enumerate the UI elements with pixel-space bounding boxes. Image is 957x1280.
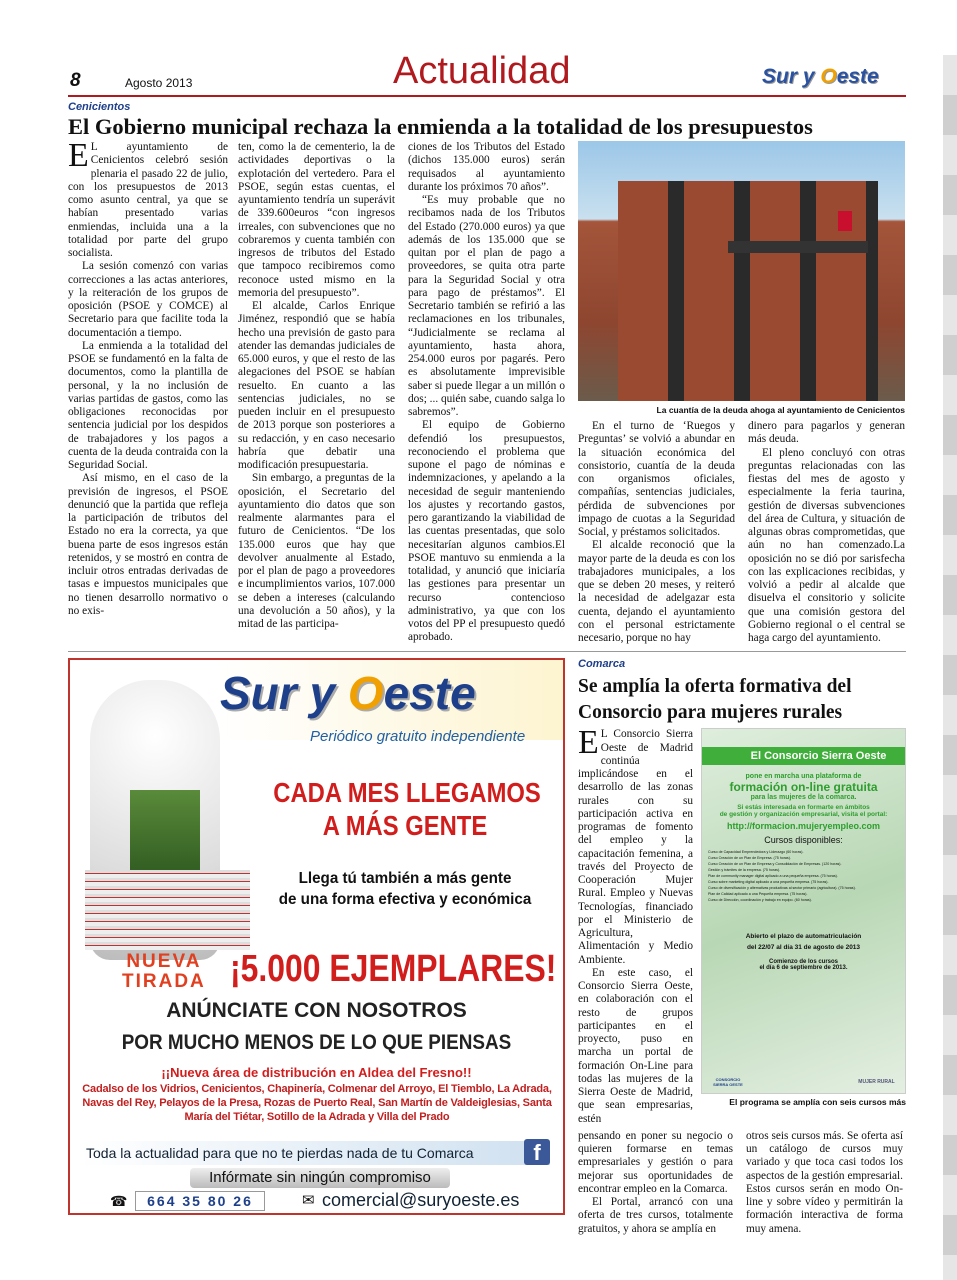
- article-column-4: En el turno de ‘Ruegos y Preguntas’ se volvió a abundar en la situación económica del consistorio, cuantía de la deuda con organismos oficiales, compañías, sentencias judiciales, pérdida de subvenciones por impago de cuotas a la Seguridad Social, y préstamos solicitados. El alcalde reconoció que la mayor parte de la deuda es con los trabajadores municipales, a los que se deben 20 meses, y reiteró la necesidad de adelgazar esta cuenta, dejando el ayuntamiento con el personal estrictamente necesario, porque no hay: [578, 420, 735, 644]
- drop-cap: E: [578, 724, 599, 762]
- email-icon: ✉: [302, 1192, 315, 1210]
- article-column-5: dinero para pagarlos y generan más deuda. El pleno concluyó con otras preguntas relacionadas con las fiestas del mes de agosto y especialmente la feria taurina, gestión de diversas subvenciones del área de Cultura, y situación de algunas obras comprometidas, que aún no han comenzado.La oposición no se dió por sarisfecha con las explicaciones recibidas, y volvió a pedir al alcalde que disuelva el consitorio y solicite que una comisión gestora del Gobierno regional o el central se haga cargo del ayuntamiento.: [748, 420, 905, 644]
- comarca-column-2: otros seis cursos más. Se oferta así un catálogo de cursos muy variado y que toca casi todos los aspectos de la gestión empresarial. Estos cursos serán en modo On-line y sobre vídeo y permitirán la formación interactiva de forma muy amena.: [746, 1129, 903, 1235]
- ad-towns: Cadalso de los Vidrios, Cenicientos, Chapinería, Colmenar del Arroyo, El Tiemblo, La Adrada, Navas del Rey, Pelayos de la Presa, Rozas de Puerto Real, San Martín de Valdeiglesias, Santa María del Tiétar, Sotillo de la Adrada y Villa del Prado: [82, 1083, 552, 1124]
- article-column-3: ciones de los Tributos del Estado (dichos 135.000 euros) serán requisados al ayuntamiento durante los próximos 70 años”. “Es muy probable que no recibamos nada de los Tributos del Estado (270.000 euros) ya que además de los 135.000 que se quitan por el plan de pago a proveedores, se quita otra parte para la Seguridad Social y otra para pago de préstamos”. El Secretario también se refirió a las reclamaciones en los tribunales, “Judicialmente se reclama al ayuntamiento, hasta ahora, 254.000 euros por pagarés. Pero es absolutamente imprevisible saber si puede llegar a un millón o dos; ... quién sabe, cuando salga lo sabremos”. El equipo de Gobierno defendió los presupuestos, reconociendo el problema que supone el pago de nóminas e indemnizaciones, y apelando a la necesidad de seguir manteniendo los ajustes y recortando gastos, pero garantizando la viabilidad de las cuentas presentadas, que solo necesitarían algunos cambios.El PSOE mantuvo su enmienda a la totalidad, y anunció que iniciaría las gestiones para presentar un recurso contencioso administrativo, ya que con los votos del PP el presupuesto quedó aprobado.: [408, 141, 565, 644]
- poster-block: [701, 728, 906, 1108]
- comarca-article: [578, 658, 906, 1236]
- article-headline-comarca: Se amplía la oferta formativa del Consorcio para mujeres rurales: [578, 676, 852, 724]
- poster-start-date: el día 6 de septiembre de 2013.: [759, 965, 848, 972]
- newspaper-stack: [85, 870, 250, 950]
- ad-email: comercial@suryoeste.es: [322, 1190, 520, 1211]
- article-right-block: [578, 141, 905, 645]
- mujer-rural-logo: MUJER RURAL: [858, 1079, 895, 1086]
- poster-title: El Consorcio Sierra Oeste: [702, 747, 905, 765]
- ad-copies: ¡5.000 EJEMPLARES!: [230, 948, 557, 991]
- header-divider: [68, 95, 906, 97]
- poster-caption: El programa se amplía con seis cursos más: [729, 1097, 906, 1108]
- poster-start: Comienzo de los cursos: [768, 959, 838, 966]
- ad-price-line: POR MUCHO MENOS DE LO QUE PIENSAS: [121, 1031, 512, 1055]
- poster-line: de gestión y organización empresarial, visita el portal:: [719, 811, 888, 819]
- comarca-column-1-cont: pensando en poner su negocio o quieren formarse en temas empresariales y gestión o para mejorar sus oportunidades de encontrar empleo en la Comarca. El Portal, arrancó con una oferta de tres cursos, totalmente gratuitos, y ahora se amplía en: [578, 1129, 733, 1235]
- ad-informate: Infórmate sin ningún compromiso: [190, 1168, 450, 1188]
- town-hall-photo: [578, 141, 905, 401]
- section-divider: [68, 651, 906, 652]
- issue-date: Agosto 2013: [125, 76, 193, 90]
- ad-tagline: Periódico gratuito independiente: [310, 728, 526, 746]
- article-kicker-comarca: Comarca: [578, 658, 626, 671]
- poster-courses-heading: Cursos disponibles:: [764, 835, 843, 846]
- photo-caption: La cuantía de la deuda ahoga al ayuntamiento de Cenicientos: [656, 405, 905, 415]
- ad-new-area: ¡¡Nueva área de distribución en Aldea del Fresno!!: [161, 1065, 472, 1081]
- facebook-icon: f: [524, 1139, 550, 1165]
- ad-headline: CADA MES LLEGAMOS A MÁS GENTE: [273, 777, 541, 842]
- drop-cap: E: [68, 137, 89, 174]
- ad-subheadline: Llega tú también a más gente de una forma efectiva y económica: [278, 870, 532, 909]
- poster-course-list: Curso de Capacidad Emprendedora y Liderazgo (60 horas). Curso Creación de un Plan de Empresa. (75 horas). Curso Creación de un Plan de Empresa y Consolidación de Empresas. (120 horas). Gestión y trámites de la empresa. (75 horas). Plan de community manager digital aplicado a una pequeña empresa. (75 horas). Curso sobre marketing digital aplicado a una pequeña empresa. (75 horas). Curso de diversificación y alternativas productivas al sector primario (agricultura). (75 horas). Plan de Calidad aplicado a una Pequeña empresa. (75 horas). Curso de Dirección, coordinación y trabajo en equipo. (60 horas).: [708, 850, 856, 903]
- poster-line: para las mujeres de la comarca.: [750, 794, 857, 802]
- page-edge-strip: [943, 55, 957, 1280]
- masthead-logo: Sur y Oeste: [762, 65, 879, 88]
- poster-enrolment: Abierto el plazo de automatriculación: [745, 933, 862, 941]
- poster-line: Si estás interesada en formarte en ámbitos: [737, 804, 870, 812]
- ad-call-to-action: ANÚNCIATE CON NOSOTROS: [166, 999, 467, 1023]
- ad-phone: 664 35 80 26: [135, 1191, 265, 1211]
- article-column-1: E L ayuntamiento de Cenicientos celebró sesión plenaria el pasado 22 de julio, con los presupuestos de 2013 como asunto central, ya que se habían presentado varias enmiendas, incluida una a la totalidad por parte del grupo socialista. La sesión comenzó con varias correcciones a las actas anteriores, y la reiteración de los grupos de oposición (PSOE y COMCE) al Secretario para que facilite toda la documentación a tiempo. La enmienda a la totalidad del PSOE se fundamentó en la falta de documentos, como la plantilla de personal, y la no inclusión de varias partidas de gastos, como las obligaciones reconocidas por sentencia judicial por los despidos de trabajadores y los pagos a cuenta de la deuda contraida con la Seguridad Social. Así mismo, en el caso de la previsión de ingresos, el PSOE denunció que la partida que refleja la participación de tributos del Estado no era la correcta, ya que buena parte de esos ingresos están retenidos, y se mostró en contra de incluir otros entradas derivadas de tasas e impuestos municipales que no tienen desarrollo normativo o no exis-: [68, 137, 228, 617]
- article-headline: El Gobierno municipal rechaza la enmienda a la totalidad de los presupuestos: [68, 114, 813, 139]
- consorcio-logo: CONSORCIO SIERRA OESTE: [713, 1077, 743, 1088]
- course-poster: [701, 728, 906, 1094]
- article-kicker: Cenicientos: [68, 101, 131, 113]
- ad-logo: Sur y Oeste: [220, 667, 476, 720]
- comarca-column-1: E L Consorcio Sierra Oeste de Madrid continúa implicándose en el desarrollo de las zonas rurales con su participación activa en programas de fomento del empleo y la capacitación femenina, a través del Proyecto de Cooperación Mujer Rural. Empleo y Nuevas Tecnologías, financiado por el Ministerio de Agricultura, Alimentación y Medio Ambiente. En este caso, el Consorcio Sierra Oeste, en colaboración con el resto de grupos participantes en el proyecto, puso en marcha un portal de formación On-Line para todas las mujeres de la Sierra Oeste de Madrid, que sean empresarias, estén: [578, 724, 693, 1125]
- ad-nueva-tirada: NUEVA TIRADA: [122, 951, 206, 993]
- poster-url: http://formacion.mujeryempleo.com: [726, 821, 881, 832]
- poster-line: formación on-line gratuita: [729, 780, 878, 795]
- advertisement: [68, 658, 565, 1215]
- article-body: [68, 137, 906, 645]
- article-column-2: ten, como la de cementerio, la de actividades deportivas o la explotación del vertedero. Para el PSOE, según estas cuentas, el ayuntamiento tendría un superávit de 339.600euros “con ingresos irreales, con subvenciones que no cobraremos y cuenta también con ingresos de tributos del Estado que tampoco recibiremos como reconoce usted mismo en la memoria del presupuesto”. El alcalde, Carlos Enrique Jiménez, respondió que se había hecho una previsión de gasto para atender las demandas judiciales de 65.000 euros, y que el resto de las alegaciones del PSOE se habían resuelto. En cuanto a las sentencias judiciales, no se pueden incluir en el presupuesto de 2013 porque son posteriores a su redacción, y en caso necesario habría que debatir una modificación presupuestaria. Sin embargo, a preguntas de la oposición, el Secretario del ayuntamiento dio datos que son realmente alarmantes para el futuro de Cenicientos. “De los 135.000 euros que hay que devolver anualmente al Estado, por el plan de pago a proveedores e incumplimientos varios, 107.000 se deben a intereses (calculando una devolución a 50 años), y la mitad de las participa-: [238, 141, 395, 630]
- phone-icon: ☎: [110, 1193, 128, 1210]
- poster-dates: del 22/07 al día 31 de agosto de 2013: [746, 944, 861, 952]
- section-title: Actualidad: [393, 50, 571, 92]
- poster-line: pone en marcha una plataforma de: [745, 773, 862, 781]
- page-body: [68, 137, 906, 1236]
- page-number: 8: [70, 70, 81, 91]
- ad-actualidad: Toda la actualidad para que no te pierdas nada de tu Comarca: [86, 1145, 474, 1162]
